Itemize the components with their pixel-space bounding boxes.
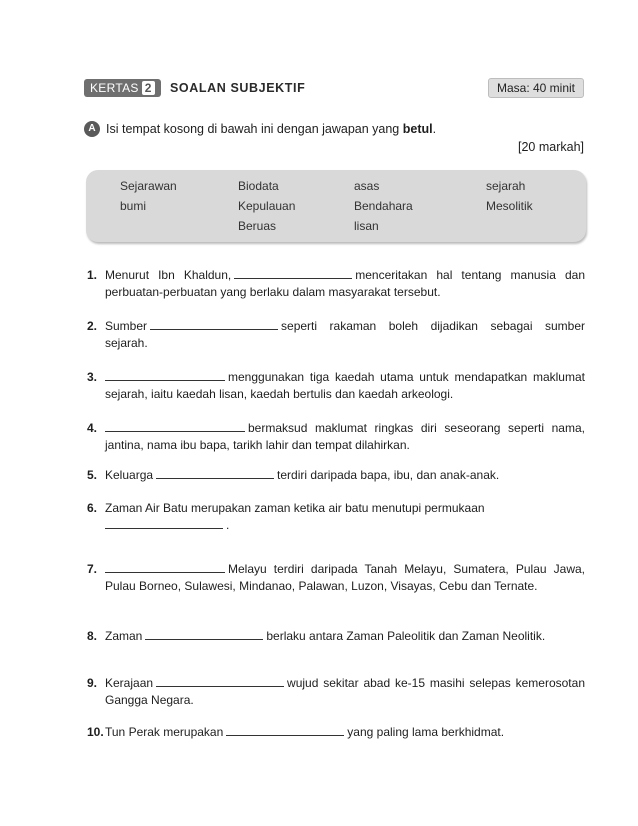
question-item <box>87 628 585 645</box>
answer-blank[interactable] <box>105 420 245 432</box>
question-text-after: wujud sekitar abad ke-15 masihi selepas kemerosotan Gangga Negara. <box>105 676 585 707</box>
question-text-after: Melayu terdiri daripada Tanah Melayu, Sumatera, Pulau Jawa, Pulau Borneo, Sulawesi, Mindanao, Palawan, Luzon, Visayas, Cebu dan Ternate. <box>105 562 585 593</box>
question-item <box>87 318 585 352</box>
question-text-before: Sumber <box>105 319 148 333</box>
instruction-bold: betul <box>402 122 433 136</box>
question-item <box>87 675 585 709</box>
question-number: 8. <box>87 629 98 643</box>
question-item <box>87 467 585 484</box>
instruction-pre: Isi tempat kosong di bawah ini dengan jawapan yang <box>106 122 403 136</box>
question-number: 3. <box>87 370 98 384</box>
word-bank-item: Kepulauan <box>238 199 296 213</box>
marks-label: [20 markah] <box>517 140 584 154</box>
question-number: 2. <box>87 319 98 333</box>
question-number: 10. <box>87 725 104 739</box>
question-text-before: Menurut Ibn Khaldun, <box>105 268 232 282</box>
word-bank-item: sejarah <box>486 179 526 193</box>
question-text-after: yang paling lama berkhidmat. <box>347 725 505 739</box>
word-bank-item: bumi <box>120 199 147 213</box>
question-item <box>87 369 585 403</box>
question-text-after: menggunakan tiga kaedah utama untuk mendapatkan maklumat sejarah, iaitu kaedah lisan, kaedah bertulis dan kaedah arkeologi. <box>105 370 585 401</box>
question-text-after: seperti rakaman boleh dijadikan sebagai sumber sejarah. <box>105 319 585 350</box>
question-text-before: Zaman <box>105 629 143 643</box>
answer-blank[interactable] <box>156 467 274 479</box>
paper-label: KERTAS <box>90 81 139 95</box>
section-letter-badge: A <box>84 121 100 137</box>
question-number: 6. <box>87 501 98 515</box>
paper-badge <box>84 79 161 97</box>
question-text-before: Keluarga <box>105 468 154 482</box>
question-text-after: . <box>226 518 230 532</box>
question-number: 5. <box>87 468 98 482</box>
word-bank-item: Bendahara <box>354 199 413 213</box>
question-text-before: Zaman Air Batu merupakan zaman ketika air batu menutupi permukaan <box>105 501 485 515</box>
word-bank-item: Beruas <box>238 219 277 233</box>
answer-blank[interactable] <box>226 724 344 736</box>
question-text-after: terdiri daripada bapa, ibu, dan anak-anak. <box>277 468 500 482</box>
answer-blank[interactable] <box>150 318 278 330</box>
question-item <box>87 420 585 454</box>
instruction <box>106 121 436 137</box>
question-item <box>87 724 585 741</box>
word-bank <box>86 170 586 242</box>
question-number: 1. <box>87 268 98 282</box>
section-title: SOALAN SUBJEKTIF <box>170 81 306 95</box>
answer-blank[interactable] <box>145 628 263 640</box>
word-bank-item: asas <box>354 179 380 193</box>
page-header <box>84 79 584 99</box>
answer-blank[interactable] <box>105 561 225 573</box>
question-number: 7. <box>87 562 98 576</box>
answer-blank[interactable] <box>105 517 223 529</box>
word-bank-item: lisan <box>354 219 379 233</box>
question-number: 4. <box>87 421 98 435</box>
question-text-after: berlaku antara Zaman Paleolitik dan Zaman Neolitik. <box>266 629 546 643</box>
question-text-before: Kerajaan <box>105 676 154 690</box>
word-bank-item: Biodata <box>238 179 279 193</box>
question-item <box>87 561 585 595</box>
word-bank-item: Mesolitik <box>486 199 533 213</box>
question-item <box>87 500 585 534</box>
question-text-before: Tun Perak merupakan <box>105 725 224 739</box>
question-text-after: bermaksud maklumat ringkas diri seseorang seperti nama, jantina, nama ibu bapa, tarikh lahir dan tempat dilahirkan. <box>105 421 585 452</box>
answer-blank[interactable] <box>156 675 284 687</box>
answer-blank[interactable] <box>234 267 352 279</box>
time-badge: Masa: 40 minit <box>488 78 584 98</box>
instruction-post: . <box>432 122 437 136</box>
question-number: 9. <box>87 676 98 690</box>
word-bank-item: Sejarawan <box>120 179 177 193</box>
question-item <box>87 267 585 301</box>
paper-number: 2 <box>142 81 155 95</box>
question-text-after: menceritakan hal tentang manusia dan perbuatan-perbuatan yang berlaku dalam masyarakat tersebut. <box>105 268 585 299</box>
answer-blank[interactable] <box>105 369 225 381</box>
